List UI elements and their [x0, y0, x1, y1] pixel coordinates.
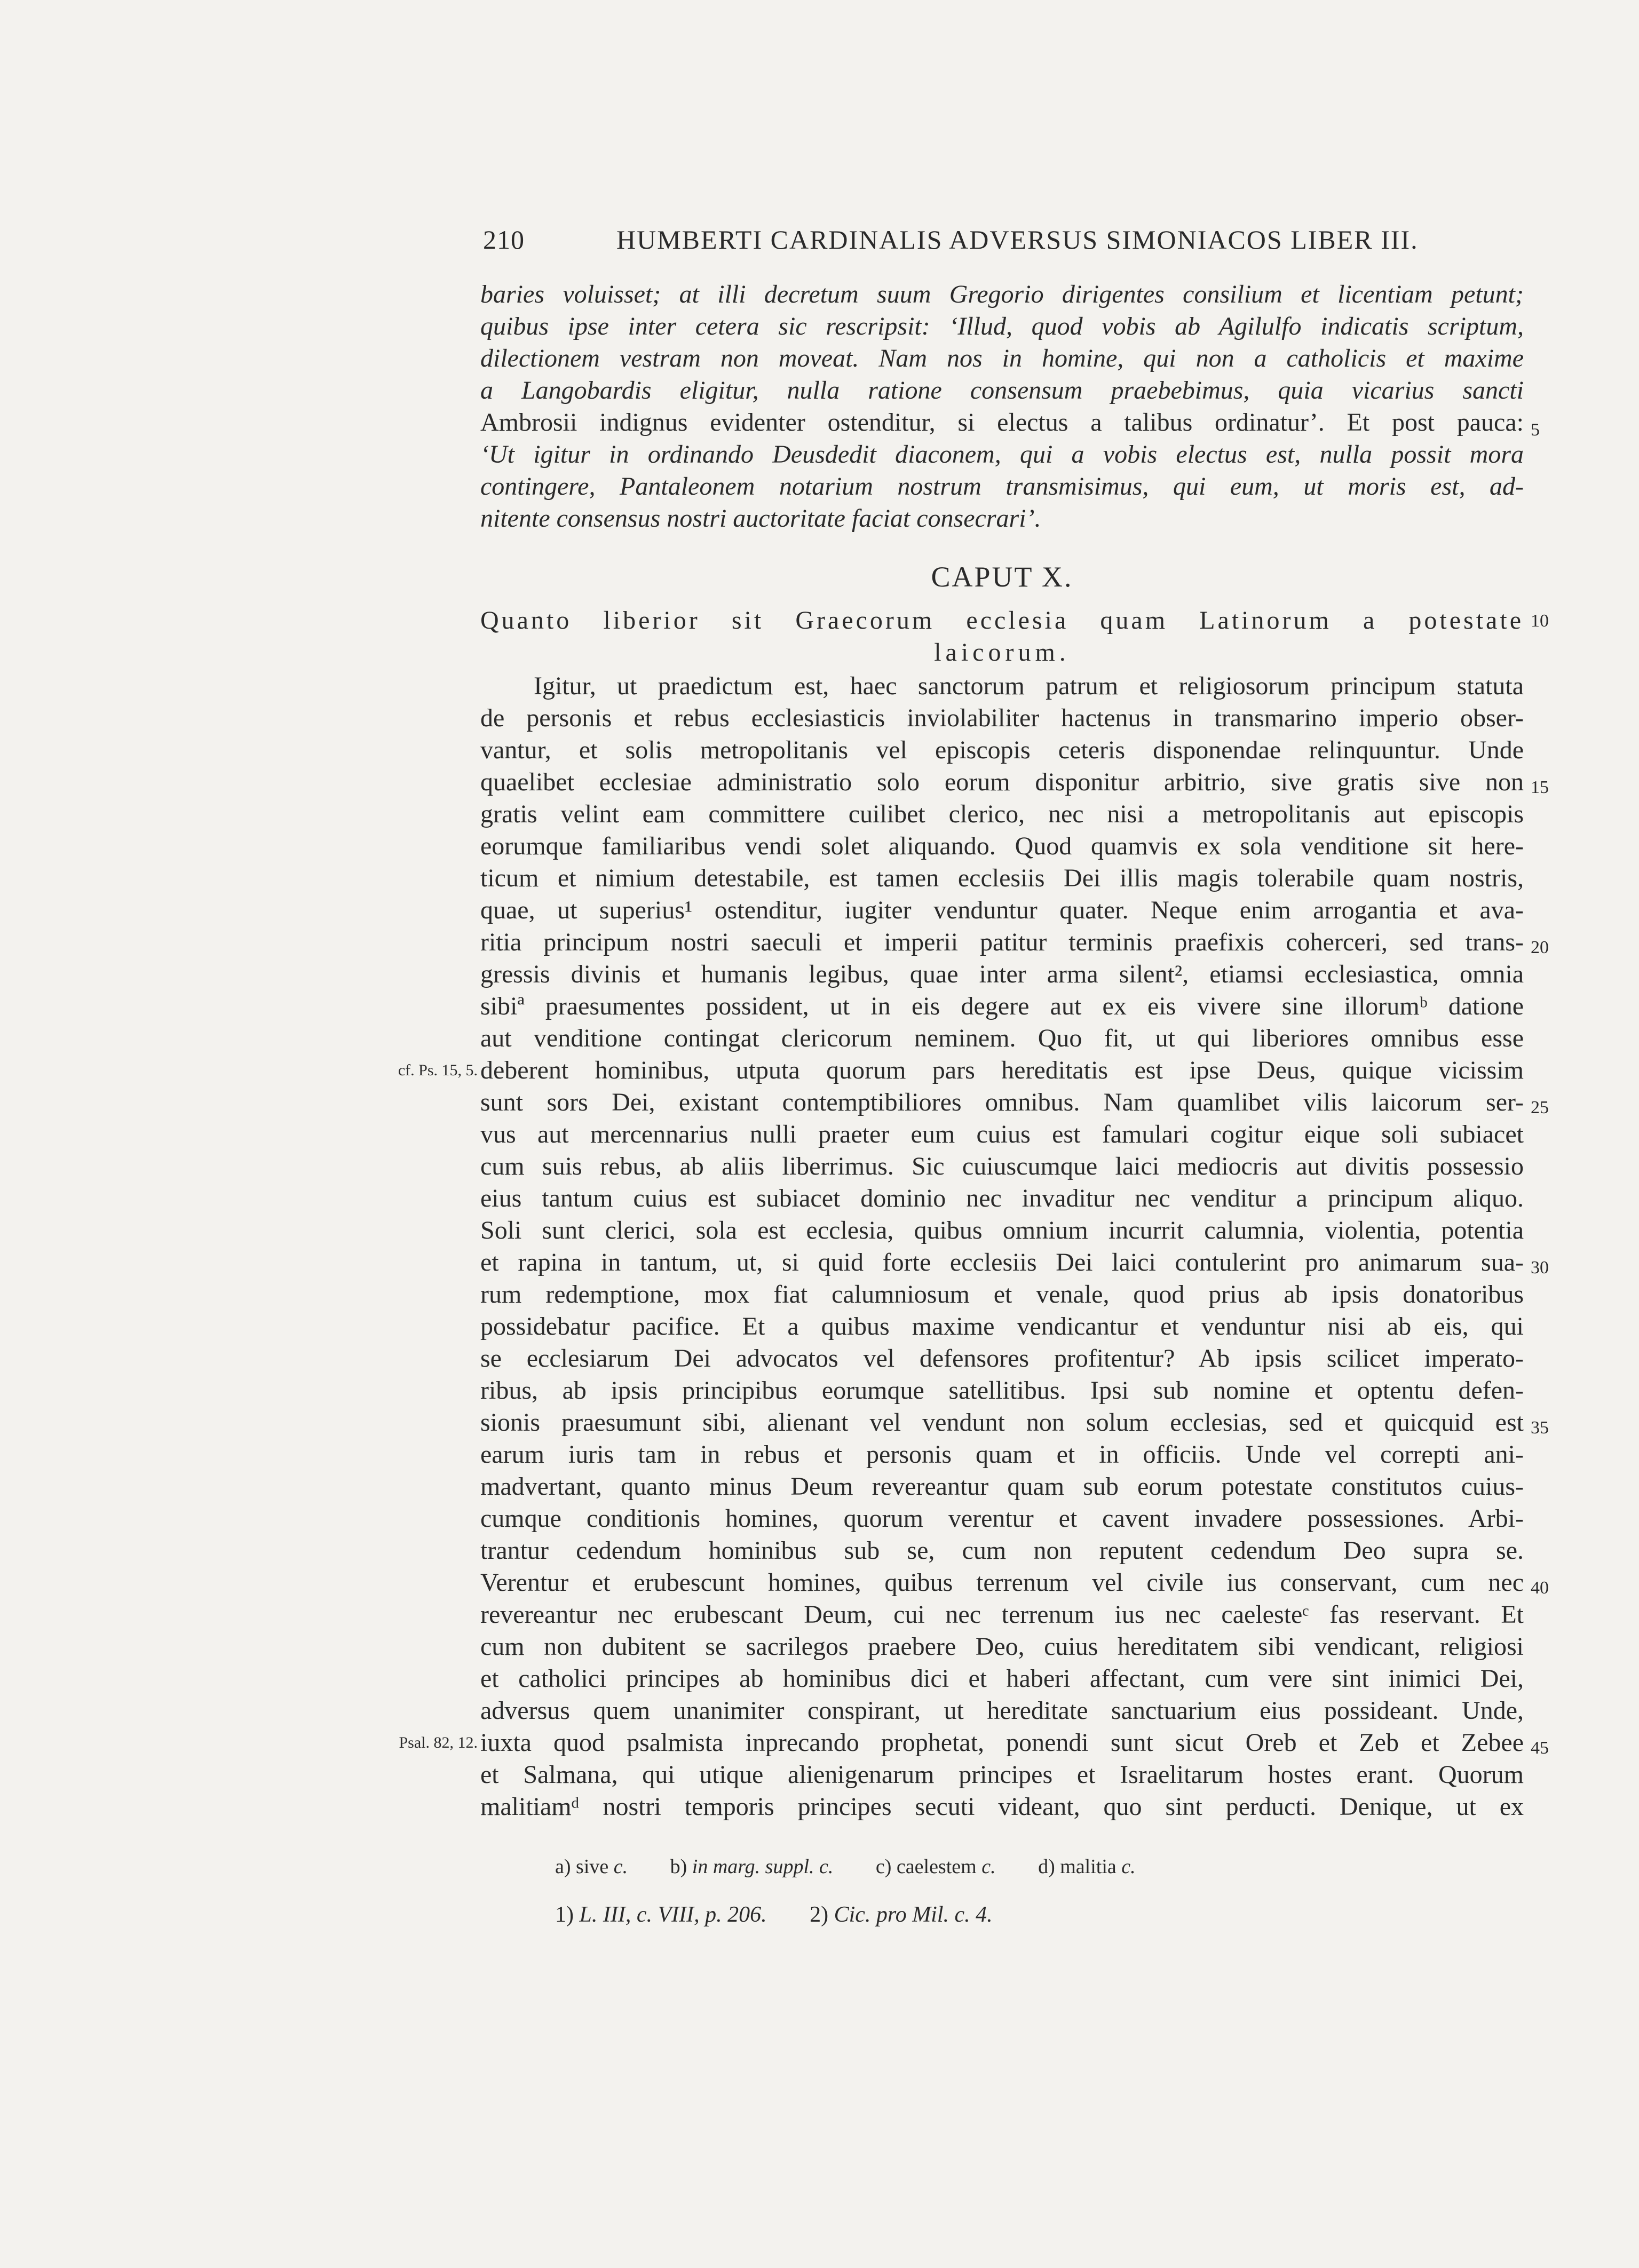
body-line: vus aut mercennarius nulli praeter eum cuius est famulari cogitur eique soli subiacet: [480, 1120, 1524, 1148]
line-number: 30: [1531, 1258, 1549, 1278]
intro-line: contingere, Pantaleonem notarium nostrum transmisimus, qui eum, ut moris est, ad-: [480, 472, 1524, 501]
margin-reference: Psal. 82, 12.: [399, 1734, 478, 1751]
source-key: 1): [555, 1902, 574, 1927]
body-line: et Salmana, qui utique alienigenarum principes et Israelitarum hostes erant. Quorum: [480, 1761, 1524, 1789]
line-number: 40: [1531, 1578, 1549, 1598]
line-number: 35: [1531, 1418, 1549, 1438]
body-line: quae, ut superius¹ ostenditur, iugiter venduntur quater. Neque enim arrogantia et ava-: [480, 896, 1524, 924]
body-line: sionis praesumunt sibi, alienant vel vendunt non solum ecclesias, sed et quicquid est: [480, 1408, 1524, 1437]
body-line: aut venditione contingat clericorum neminem. Quo fit, ut qui liberiores omnibus esse: [480, 1024, 1524, 1052]
body-line: vantur, et solis metropolitanis vel episcopis ceteris disponendae relinquuntur. Unde: [480, 736, 1524, 764]
apparatus-text: in marg. suppl. c.: [692, 1855, 834, 1878]
body-line: et catholici principes ab hominibus dici et haberi affectant, cum vere sint inimici Dei,: [480, 1664, 1524, 1693]
body-line: de personis et rebus ecclesiasticis inviolabiliter hactenus in transmarino imperio obser-: [480, 704, 1524, 732]
body-line: quaelibet ecclesiae administratio solo eorum disponitur arbitrio, sive gratis sive non: [480, 768, 1524, 796]
body-line: deberent hominibus, utputa quorum pars hereditatis est ipse Deus, quique vicissim: [480, 1056, 1524, 1084]
source-text: Cic. pro Mil. c. 4.: [834, 1902, 993, 1927]
body-line: sunt sors Dei, existant contemptibiliores omnibus. Nam quamlibet vilis laicorum ser-: [480, 1088, 1524, 1116]
body-line: eorumque familiaribus vendi solet aliquando. Quod quamvis ex sola venditione sit here-: [480, 832, 1524, 860]
apparatus-ref: c.: [981, 1855, 996, 1878]
line-number: 10: [1531, 611, 1549, 631]
apparatus-key: a): [555, 1855, 571, 1878]
chapter-title-line-1: Quanto liberior sit Graecorum ecclesia quam Latinorum a potestate: [480, 606, 1524, 635]
line-number: 20: [1531, 938, 1549, 957]
body-line: gratis velint eam committere cuilibet clerico, nec nisi a metropolitanis aut episcopis: [480, 800, 1524, 828]
apparatus-key: d): [1038, 1855, 1055, 1878]
source-notes: [555, 1900, 1516, 1930]
body-line: et rapina in tantum, ut, si quid forte ecclesiis Dei laici contulerint pro animarum sua-: [480, 1248, 1524, 1276]
body-line: ticum et nimium detestabile, est tamen ecclesiis Dei illis magis tolerabile quam nostris,: [480, 864, 1524, 892]
body-line: trantur cedendum hominibus sub se, cum non reputent cedendum Deo supra se.: [480, 1536, 1524, 1565]
apparatus-text: caelestem: [896, 1855, 977, 1878]
apparatus-key: c): [875, 1855, 892, 1878]
running-title: HUMBERTI CARDINALIS ADVERSUS SIMONIACOS LIBER III.: [616, 225, 1419, 255]
source-text: L. III, c. VIII, p. 206.: [579, 1902, 767, 1927]
body-line: possidebatur pacifice. Et a quibus maxime vendicantur et venduntur nisi ab eis, qui: [480, 1312, 1524, 1341]
intro-line: dilectionem vestram non moveat. Nam nos in homine, qui non a catholicis et maxime: [480, 344, 1524, 372]
line-number: 45: [1531, 1738, 1549, 1758]
body-line: earum iuris tam in rebus et personis quam et in officiis. Unde vel correpti ani-: [480, 1440, 1524, 1469]
intro-line: ‘Ut igitur in ordinando Deusdedit diaconem, qui a vobis electus est, nulla possit mora: [480, 440, 1524, 469]
body-line: Verentur et erubescunt homines, quibus terrenum vel civile ius conservant, cum nec: [480, 1568, 1524, 1597]
body-line: sibiª praesumentes possident, ut in eis degere aut ex eis vivere sine illorumᵇ datione: [480, 992, 1524, 1020]
apparatus-text: malitia: [1060, 1855, 1117, 1878]
body-line: adversus quem unanimiter conspirant, ut hereditate sanctuarium eius possideant. Unde,: [480, 1696, 1524, 1725]
body-line: Soli sunt clerici, sola est ecclesia, quibus omnium incurrit calumnia, violentia, potentia: [480, 1216, 1524, 1244]
apparatus-ref: c.: [613, 1855, 628, 1878]
body-line: eius tantum cuius est subiacet dominio nec invaditur nec venditur a principum aliquo.: [480, 1184, 1524, 1212]
line-number: 15: [1531, 778, 1549, 797]
page-number: 210: [483, 225, 525, 255]
running-header: [483, 224, 1524, 261]
body-line: se ecclesiarum Dei advocatos vel defensores profitentur? Ab ipsis scilicet imperato-: [480, 1344, 1524, 1373]
intro-line: baries voluisset; at illi decretum suum Gregorio dirigentes consilium et licentiam petunt;: [480, 280, 1524, 308]
body-line: cumque conditionis homines, quorum verentur et cavent invadere possessiones. Arbi-: [480, 1504, 1524, 1533]
critical-apparatus: [555, 1852, 1516, 1882]
source-key: 2): [810, 1902, 829, 1927]
chapter-title-line-2: laicorum.: [934, 638, 1070, 667]
body-line: cum suis rebus, ab aliis liberrimus. Sic cuiuscumque laici mediocris aut divitis possessio: [480, 1152, 1524, 1180]
body-line: madvertant, quanto minus Deum revereantur quam sub eorum potestate constitutos cuius-: [480, 1472, 1524, 1501]
chapter-heading: CAPUT X.: [931, 561, 1073, 593]
body-line: cum non dubitent se sacrilegos praebere Deo, cuius hereditatem sibi vendicant, religiosi: [480, 1632, 1524, 1661]
intro-line: Ambrosii indignus evidenter ostenditur, si electus a talibus ordinatur’. Et post pauca:: [480, 408, 1524, 437]
body-line: gressis divinis et humanis legibus, quae inter arma silent², etiamsi ecclesiastica, omnia: [480, 960, 1524, 988]
body-line: revereantur nec erubescant Deum, cui nec terrenum ius nec caelesteᶜ fas reservant. Et: [480, 1600, 1524, 1629]
apparatus-key: b): [670, 1855, 687, 1878]
apparatus-ref: c.: [1121, 1855, 1136, 1878]
intro-line: quibus ipse inter cetera sic rescripsit: ‘Illud, quod vobis ab Agilulfo indicatis scriptum,: [480, 312, 1524, 340]
body-line: ritia principum nostri saeculi et imperii patitur terminis praefixis coherceri, sed trans-: [480, 928, 1524, 956]
intro-line: a Langobardis eligitur, nulla ratione consensum praebebimus, quia vicarius sancti: [480, 376, 1524, 405]
body-line: rum redemptione, mox fiat calumniosum et venale, quod prius ab ipsis donatoribus: [480, 1280, 1524, 1309]
body-line: ribus, ab ipsis principibus eorumque satellitibus. Ipsi sub nomine et optentu defen-: [480, 1376, 1524, 1405]
body-line: Igitur, ut praedictum est, haec sanctorum patrum et religiosorum principum statuta: [534, 672, 1524, 700]
body-line: malitiamᵈ nostri temporis principes secuti videant, quo sint perducti. Denique, ut ex: [480, 1793, 1524, 1821]
body-line: iuxta quod psalmista inprecando prophetat, ponendi sunt sicut Oreb et Zeb et Zebee: [480, 1728, 1524, 1757]
margin-reference: cf. Ps. 15, 5.: [398, 1061, 478, 1079]
line-number: 5: [1531, 420, 1540, 440]
intro-line: nitente consensus nostri auctoritate faciat consecrari’.: [480, 504, 1041, 533]
apparatus-text: sive: [576, 1855, 609, 1878]
line-number: 25: [1531, 1098, 1549, 1117]
